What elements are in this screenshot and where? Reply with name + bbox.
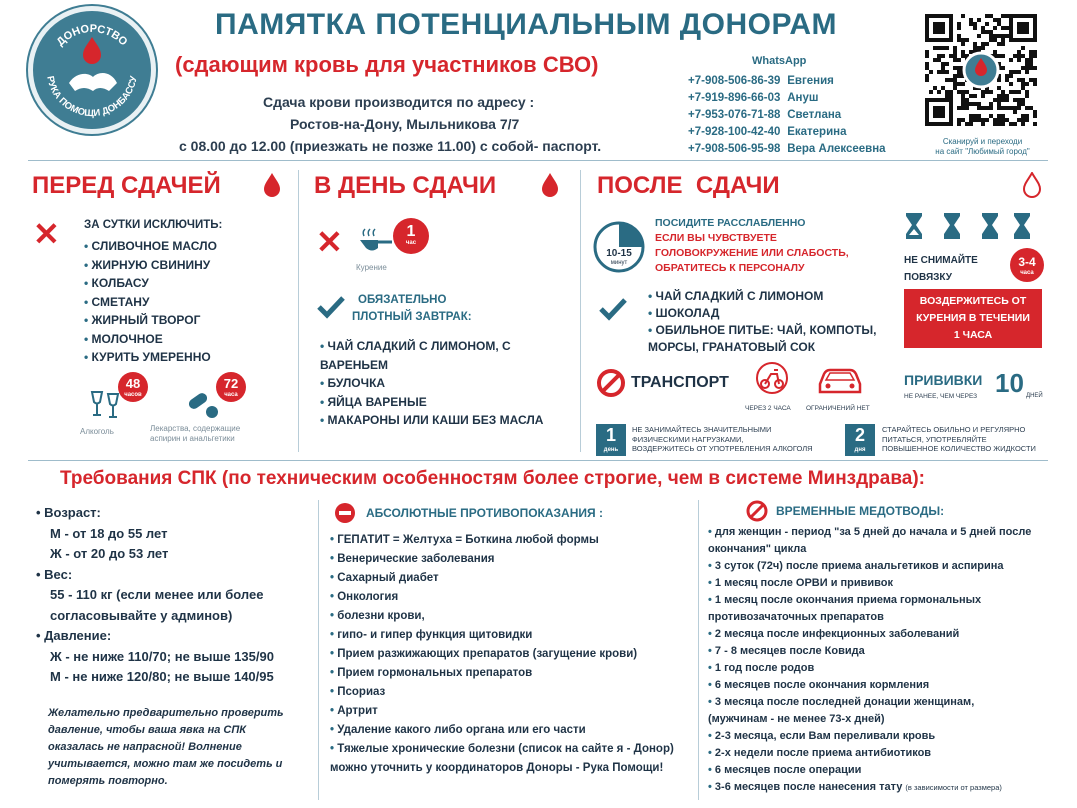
contact-phone[interactable]: +7-908-506-86-39 xyxy=(688,75,781,87)
list-item: • СЛИВОЧНОЕ МАСЛО xyxy=(84,237,217,256)
list-item: • для женщин - период "за 5 дней до начала и 5 дней после xyxy=(708,524,1031,541)
list-item: • БУЛОЧКА xyxy=(320,374,543,393)
list-item: • ОБИЛЬНОЕ ПИТЬЕ: ЧАЙ, КОМПОТЫ, xyxy=(648,322,876,339)
contact-row xyxy=(688,92,818,104)
badge-number: 72 xyxy=(223,376,239,391)
badge-unit: часа xyxy=(224,392,238,398)
hourglass-icon xyxy=(1014,213,1030,239)
section-title-before: ПЕРЕД СДАЧЕЙ xyxy=(32,172,221,199)
smoking-pipe-icon xyxy=(358,226,394,254)
badge-unit: часов xyxy=(124,392,142,398)
list-item: • 6 месяцев после операции xyxy=(708,762,1031,779)
logo-top-text: ДОНОРСТВО xyxy=(54,22,130,49)
list-item: • Прием разжижающих препаратов (загущение крови) xyxy=(330,645,674,664)
column-divider xyxy=(580,170,581,452)
day2-box xyxy=(845,424,875,456)
list-item: • Тяжелые хронические болезни (список на сайте я - Донор) xyxy=(330,740,674,759)
list-item: • Онкология xyxy=(330,588,674,607)
contact-name: Екатерина xyxy=(787,126,847,138)
day-unit: день xyxy=(603,447,619,453)
page-title: ПАМЯТКА ПОТЕНЦИАЛЬНЫМ ДОНОРАМ xyxy=(215,8,838,41)
list-item: • Сахарный диабет xyxy=(330,569,674,588)
list-item: • Венерические заболевания xyxy=(330,550,674,569)
day2-text xyxy=(882,425,1036,454)
day-list xyxy=(320,337,543,430)
contact-row xyxy=(688,109,841,121)
contact-row xyxy=(688,126,847,138)
address-line-3: с 08.00 до 12.00 (приезжать не позже 11.00) с собой- паспорт. xyxy=(179,138,602,154)
qr-caption xyxy=(920,137,1045,157)
weight-line: согласовывайте у админов) xyxy=(50,607,233,623)
contact-phone[interactable]: +7-928-100-42-40 xyxy=(688,126,781,138)
weight-label: • Вес: xyxy=(36,566,73,582)
rest-line: ПОСИДИТЕ РАССЛАБЛЕННО xyxy=(655,217,806,229)
list-item: • ЖИРНЫЙ ТВОРОГ xyxy=(84,311,217,330)
clock-range: 10-15 xyxy=(606,248,632,259)
hourglass-icon xyxy=(944,213,960,239)
list-item: • 7 - 8 месяцев после Ковида xyxy=(708,643,1031,660)
list-item xyxy=(708,779,1031,796)
page-subtitle: (сдающим кровь для участников СВО) xyxy=(175,52,599,77)
bandage-hours-badge xyxy=(1010,248,1044,282)
list-item: • 2-3 месяца, если Вам переливали кровь xyxy=(708,728,1031,745)
check-icon xyxy=(316,294,346,320)
list-item-continued: противозачаточных препаратов xyxy=(708,611,884,623)
list-item: • 6 месяцев после окончания кормления xyxy=(708,677,1031,694)
day2-line: СТАРАЙТЕСЬ ОБИЛЬНО И РЕГУЛЯРНО xyxy=(882,425,1026,434)
list-item: ВАРЕНЬЕМ xyxy=(320,357,389,372)
absolute-title: АБСОЛЮТНЫЕ ПРОТИВОПОКАЗАНИЯ : xyxy=(366,506,603,520)
logo xyxy=(28,6,156,134)
contact-name: Ануш xyxy=(787,92,819,104)
logo-bottom-text: РУКА ПОМОЩИ ДОНБАССУ xyxy=(44,75,140,120)
alcohol-caption: Алкоголь xyxy=(80,427,114,436)
drugs-hours-badge xyxy=(216,372,246,402)
list-item: • Прием гормональных препаратов xyxy=(330,664,674,683)
moto-caption: ЧЕРЕЗ 2 ЧАСА xyxy=(745,405,791,412)
list-item: • КОЛБАСУ xyxy=(84,274,217,293)
hourglass-icon xyxy=(906,213,922,239)
tattoo-note: (в зависимости от размера) xyxy=(905,783,1002,792)
day-number: 1 xyxy=(605,425,616,445)
column-divider xyxy=(298,170,299,452)
list-item: • МОЛОЧНОЕ xyxy=(84,330,217,349)
before-list xyxy=(84,237,217,367)
list-item: • ЯЙЦА ВАРЕНЫЕ xyxy=(320,393,543,412)
exclude-label: ЗА СУТКИ ИСКЛЮЧИТЬ: xyxy=(84,219,223,231)
blood-drop-icon xyxy=(262,172,282,198)
transport-label: ТРАНСПОРТ xyxy=(631,374,729,391)
pressure-male: М - не ниже 120/80; не выше 140/95 xyxy=(50,669,274,684)
bandage-text xyxy=(904,252,978,286)
rest-line: ОБРАТИТЕСЬ К ПЕРСОНАЛУ xyxy=(655,262,805,274)
qr-caption-line: Сканируй и переходи xyxy=(942,137,1023,146)
stop-icon xyxy=(334,502,356,524)
no-smoking-box xyxy=(904,289,1042,348)
cross-icon: ✕ xyxy=(316,224,343,260)
box-line: КУРЕНИЯ В ТЕЧЕНИИ xyxy=(916,312,1030,324)
no-entry-icon xyxy=(746,500,768,522)
list-item: • ЧАЙ СЛАДКИЙ С ЛИМОНОМ, С xyxy=(320,337,543,356)
weight-line: 55 - 110 кг (если менее или более xyxy=(50,587,264,602)
day1-line: НЕ ЗАНИМАЙТЕСЬ ЗНАЧИТЕЛЬНЫМИ xyxy=(632,425,772,434)
bandage-line: НЕ СНИМАЙТЕ xyxy=(904,255,978,266)
day2-line: ПИТАТЬСЯ, УПОТРЕБЛЯЙТЕ xyxy=(882,434,987,444)
list-item: • 3 суток (72ч) после приема анальгетиков и аспирина xyxy=(708,558,1031,575)
blood-drop-icon xyxy=(540,172,560,198)
contact-name: Вера Алексеевна xyxy=(787,143,886,155)
caption-line: аспирин и анальгетики xyxy=(150,434,235,443)
badge-unit: часа xyxy=(1020,270,1034,276)
smoking-hours-badge xyxy=(393,218,429,254)
cross-icon: ✕ xyxy=(33,216,60,252)
contact-name: Светлана xyxy=(787,109,842,121)
column-divider xyxy=(318,500,319,800)
day1-text xyxy=(632,425,813,454)
handshake-icon xyxy=(69,73,117,91)
absolute-list xyxy=(330,531,674,778)
note-line: учитывается, можно там же посидеть и xyxy=(48,758,283,770)
caption-line: Лекарства, содержащие xyxy=(150,424,241,433)
badge-number: 48 xyxy=(125,376,141,391)
age-label: • Возраст: xyxy=(36,505,101,520)
contact-phone[interactable]: +7-919-896-66-03 xyxy=(688,92,781,104)
list-item: • 2 месяца после инфекционных заболеваний xyxy=(708,626,1031,643)
pressure-female: Ж - не ниже 110/70; не выше 135/90 xyxy=(50,648,274,664)
list-item: • 1 год после родов xyxy=(708,660,1031,677)
day-number: 2 xyxy=(854,425,865,445)
contact-phone[interactable]: +7-953-076-71-88 xyxy=(688,109,781,121)
list-item: • 1 месяц после ОРВИ и прививок xyxy=(708,575,1031,592)
day-unit: дня xyxy=(854,447,866,453)
temporary-list xyxy=(708,524,1031,796)
breakfast-label xyxy=(352,292,472,326)
note-line: померять повторно. xyxy=(48,775,168,787)
list-item: • болезни крови, xyxy=(330,607,674,626)
list-item: • Псориаз xyxy=(330,683,674,702)
day1-line: ВОЗДЕРЖИТЕСЬ ОТ УПОТРЕБЛЕНИЯ АЛКОГОЛЯ xyxy=(632,444,813,453)
temporary-title: ВРЕМЕННЫЕ МЕДОТВОДЫ: xyxy=(776,504,945,518)
day2-line: ПОВЫШЕННОЕ КОЛИЧЕСТВО ЖИДКОСТИ xyxy=(882,444,1036,453)
qr-caption-line: на сайт "Любимый город" xyxy=(935,147,1030,156)
badge-unit: час xyxy=(405,240,417,246)
label-line: ОБЯЗАТЕЛЬНО xyxy=(358,294,447,306)
note-line: оказалась не напрасной! Волнение xyxy=(48,741,242,753)
vaccines-days: 10 xyxy=(995,368,1024,398)
list-item: • 2-х недели после приема антибиотиков xyxy=(708,745,1031,762)
badge-number: 3-4 xyxy=(1018,255,1036,269)
address-line-2: Ростов-на-Дону, Мыльникова 7/7 xyxy=(290,116,520,132)
hourglass-icons xyxy=(904,211,1032,241)
contact-phone[interactable]: +7-908-506-95-98 xyxy=(688,143,781,155)
day1-box xyxy=(596,424,626,456)
list-item: • ШОКОЛАД xyxy=(648,305,876,322)
column-divider xyxy=(698,500,699,800)
alcohol-hours-badge xyxy=(118,372,148,402)
section-title-day: В ДЕНЬ СДАЧИ xyxy=(314,172,497,199)
badge-number: 1 xyxy=(406,223,416,240)
tattoo-text: 3-6 месяцев после нанесения тату xyxy=(714,781,903,793)
list-item: • 3 месяца после последней донации женщинам, xyxy=(708,694,1031,711)
list-item: • Удаление какого либо органа или его части xyxy=(330,721,674,740)
basic-requirements xyxy=(36,503,274,688)
contact-row xyxy=(688,75,834,87)
section-divider xyxy=(28,460,1048,461)
address-line-1: Сдача крови производится по адресу : xyxy=(263,94,535,110)
qr-code[interactable] xyxy=(925,14,1037,126)
list-item: • СМЕТАНУ xyxy=(84,293,217,312)
list-item: • 1 месяц после окончания приема гормональных xyxy=(708,592,1031,609)
box-line: ВОЗДЕРЖИТЕСЬ ОТ xyxy=(919,295,1027,307)
blood-drop-icon xyxy=(83,37,101,64)
age-male: М - от 18 до 55 лет xyxy=(50,525,168,541)
contact-name: Евгения xyxy=(787,75,834,87)
pills-icon xyxy=(186,390,220,420)
list-item: • гипо- и гипер функция щитовидки xyxy=(330,626,674,645)
blood-drop-outline-icon xyxy=(1022,172,1042,198)
rest-line: ГОЛОВОКРУЖЕНИЕ ИЛИ СЛАБОСТЬ, xyxy=(655,247,849,259)
rest-line: ЕСЛИ ВЫ ЧУВСТВУЕТЕ xyxy=(655,232,777,244)
list-item: • КУРИТЬ УМЕРЕННО xyxy=(84,348,217,367)
requirements-title: Требования СПК (по техническим особенностям более строгие, чем в системе Минздрава): xyxy=(60,468,926,489)
list-item: • Артрит xyxy=(330,702,674,721)
list-item: • ЧАЙ СЛАДКИЙ С ЛИМОНОМ xyxy=(648,288,876,305)
smoking-caption: Курение xyxy=(356,263,387,272)
after-list xyxy=(648,288,876,356)
rest-instructions xyxy=(655,216,849,276)
label-line: ПЛОТНЫЙ ЗАВТРАК: xyxy=(352,311,472,323)
section-title-after: ПОСЛЕ СДАЧИ xyxy=(597,172,780,199)
drugs-caption xyxy=(150,424,240,444)
car-caption: ОГРАНИЧЕНИЙ НЕТ xyxy=(806,405,870,412)
age-female: Ж - от 20 до 53 лет xyxy=(50,546,169,561)
day1-line: ФИЗИЧЕСКИМИ НАГРУЗКАМИ, xyxy=(632,434,744,444)
list-item: • МАКАРОНЫ ИЛИ КАШИ БЕЗ МАСЛА xyxy=(320,411,543,430)
bandage-line: ПОВЯЗКУ xyxy=(904,272,952,283)
whatsapp-title: WhatsApp xyxy=(752,55,807,67)
vaccines-label: ПРИВИВКИ xyxy=(904,372,983,388)
motorcycle-icon xyxy=(756,360,788,396)
list-item-continued: можно уточнить у координаторов Доноры - Рука Помощи! xyxy=(330,762,664,774)
vaccines-unit: ДНЕЙ xyxy=(1026,393,1043,399)
box-line: 1 ЧАСА xyxy=(953,329,993,341)
car-icon xyxy=(816,362,864,398)
vaccines-note: НЕ РАНЕЕ, ЧЕМ ЧЕРЕЗ xyxy=(904,393,978,400)
pressure-note xyxy=(48,705,284,790)
list-item-continued: окончания" цикла xyxy=(708,543,807,555)
header-divider xyxy=(28,160,1048,161)
pressure-label: • Давление: xyxy=(36,628,112,643)
list-item: МОРСЫ, ГРАНАТОВЫЙ СОК xyxy=(648,340,816,354)
note-line: давление, чтобы ваша явка на СПК xyxy=(48,724,247,736)
clock-unit: минут xyxy=(610,260,628,266)
check-icon xyxy=(598,296,628,322)
no-entry-icon xyxy=(596,368,626,398)
list-item: • ЖИРНУЮ СВИНИНУ xyxy=(84,256,217,275)
hourglass-icon xyxy=(982,213,998,239)
list-item-continued: (мужчинам - не менее 73-х дней) xyxy=(708,713,885,725)
note-line: Желательно предварительно проверить xyxy=(48,707,284,719)
list-item: • ГЕПАТИТ = Желтуха = Боткина любой формы xyxy=(330,531,674,550)
contact-row xyxy=(688,143,886,155)
